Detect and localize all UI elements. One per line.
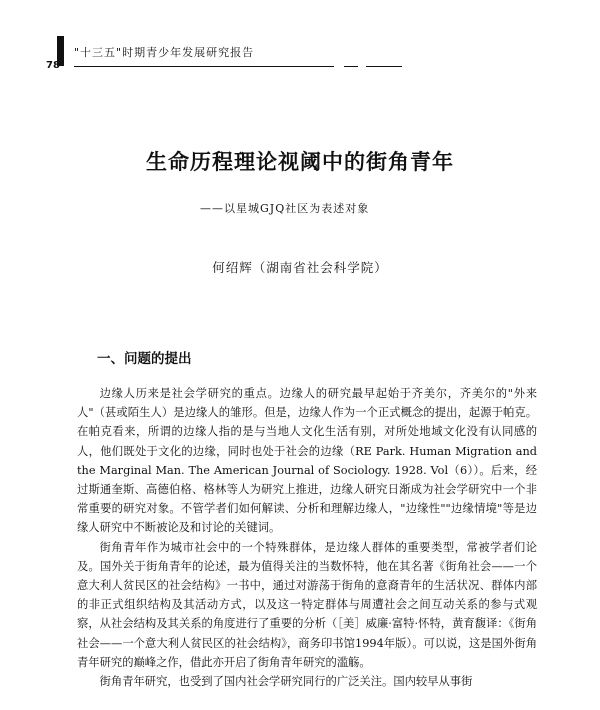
article-subtitle: ——以星城GJQ社区为表述对象 [200,202,370,215]
paragraph: 边缘人历来是社会学研究的重点。边缘人的研究最早起始于齐美尔，齐美尔的"外来人"（甚或陌生人）是边缘人的雏形。但是，边缘人作为一个正式概念的提出，起源于帕克。在帕克看来，所谓的边缘人指的是与当地人文化生活有别，对所处地域文化没有认同感的人，他们既处于文化的边缘，同时也处于社会的边缘（RE Park. Human Migration and the Marginal Man. The American Journal of Sociology. 1928. Vol（6））。后来，经过斯通奎斯、高德伯格、格林等人为研究上推进，边缘人研究日渐成为社会学研究中一个非常重要的研究对象。不管学者们如何解读、分析和理解边缘人，"边缘性""边缘情境"等是边缘人研究中不断被论及和讨论的关键词。 [77,387,537,535]
page-number: 78 [46,60,60,71]
header-rule [74,66,334,67]
article-author: 何绍辉（湖南省社会科学院） [212,260,388,275]
section-heading: 一、问题的提出 [97,351,192,367]
article-title: 生命历程理论视阈中的街角青年 [146,149,454,174]
paragraph: 街角青年作为城市社会中的一个特殊群体，是边缘人群体的重要类型，常被学者们论及。国外关于街角青年的论述，最为值得关注的当数怀特，他在其名著《街角社会——一个意大利人贫民区的社会结构》一书中，通过对游荡于街角的意裔青年的生活状况、群体内部的非正式组织结构及其活动方式，以及这一特定群体与周遭社会之间互动关系的参与式观察，从社会结构及其关系的角度进行了重要的分析（［美］威廉·富特·怀特，黄育馥译：《街角社会——一个意大利人贫民区的社会结构》，商务印书馆1994年版）。可以说，这是国外街角青年研究的巅峰之作，借此亦开启了街角青年研究的滥觞。 [77,540,537,669]
header-rule-segment [366,66,402,67]
paragraph: 街角青年研究，也受到了国内社会学研究同行的广泛关注。国内较早从事街 [99,675,473,689]
running-header-title: "十三五"时期青少年发展研究报告 [74,46,255,59]
body-text [77,384,537,691]
header-rule-segment [344,66,358,67]
